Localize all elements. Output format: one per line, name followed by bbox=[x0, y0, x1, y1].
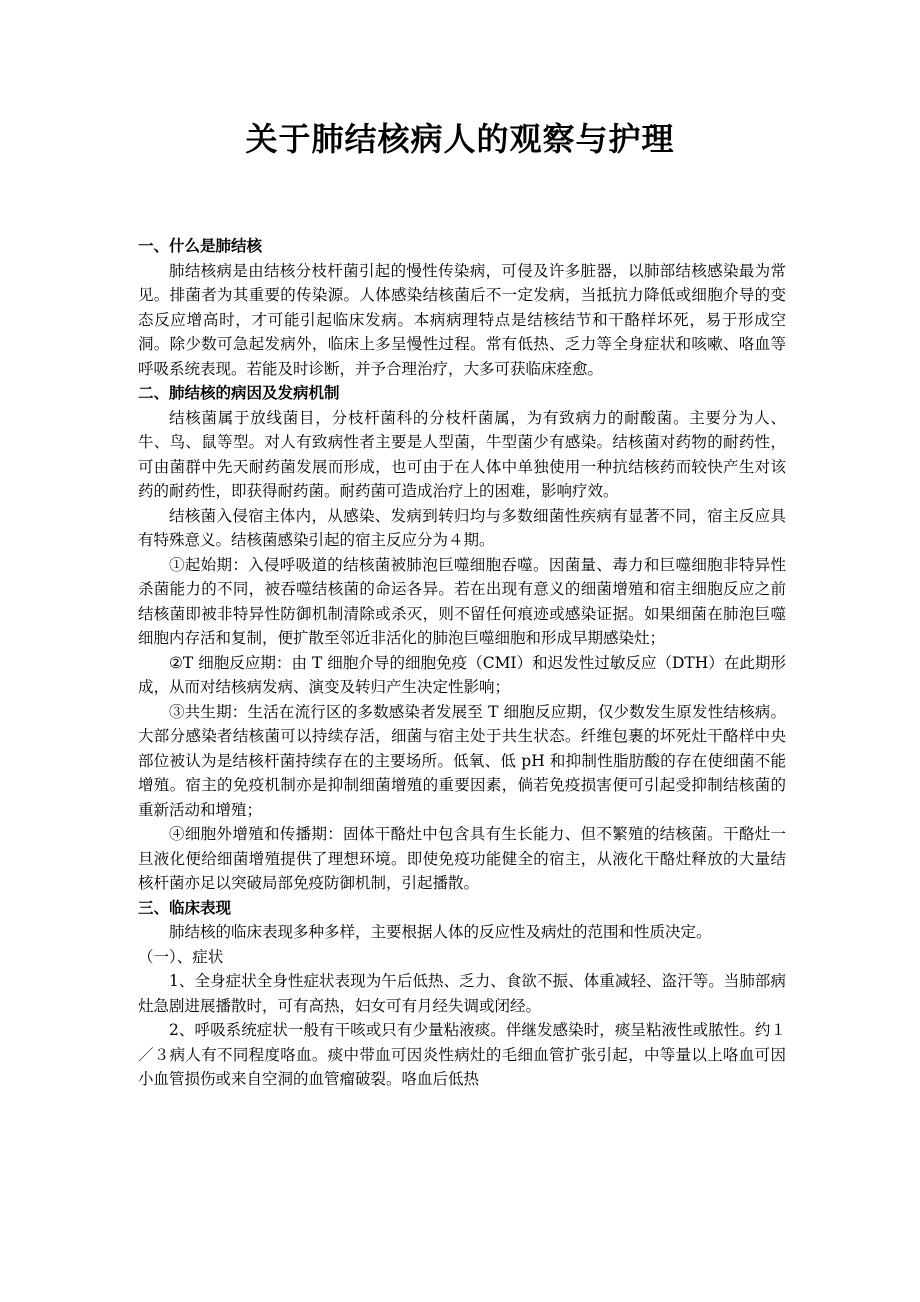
subsection-heading: （一）、症状 bbox=[138, 947, 224, 966]
paragraph: ①起始期：入侵呼吸道的结核菌被肺泡巨噬细胞吞噬。因菌量、毒力和巨噬细胞非特异性杀菌能力的不同，被吞噬结核菌的命运各异。若在出现有意义的细菌增殖和宿主细胞反应之前结核菌即被非特异性防御机制清除或杀灭，则不留任何痕迹或感染证据。如果细菌在肺泡巨噬细胞内存活和复制，便扩散至邻近非活化的肺泡巨噬细胞和形成早期感染灶； bbox=[138, 555, 786, 647]
paragraph: 2、呼吸系统症状一般有干咳或只有少量粘液痰。伴继发感染时，痰呈粘液性或脓性。约１／３病人有不同程度咯血。痰中带血可因炎性病灶的毛细血管扩张引起，中等量以上咯血可因小血管损伤或来自空洞的血管瘤破裂。咯血后低热 bbox=[138, 1021, 786, 1088]
section-heading-3: 三、临床表现 bbox=[138, 897, 232, 917]
paragraph: 结核菌入侵宿主体内，从感染、发病到转归均与多数细菌性疾病有显著不同，宿主反应具有特殊意义。结核菌感染引起的宿主反应分为４期。 bbox=[138, 506, 786, 549]
paragraph: 结核菌属于放线菌目，分枝杆菌科的分枝杆菌属，为有致病力的耐酸菌。主要分为人、牛、鸟、鼠等型。对人有致病性者主要是人型菌，牛型菌少有感染。结核菌对药物的耐药性，可由菌群中先天耐药菌发展而形成，也可由于在人体中单独使用一种抗结核药而较快产生对该药的耐药性，即获得耐药菌。耐药菌可造成治疗上的困难，影响疗效。 bbox=[138, 408, 786, 500]
paragraph: ③共生期：生活在流行区的多数感染者发展至 T 细胞反应期，仅少数发生原发性结核病。大部分感染者结核菌可以持续存活，细菌与宿主处于共生状态。纤维包裹的坏死灶干酪样中央部位被认为是结核杆菌持续存在的主要场所。低氧、低 pH 和抑制性脂肪酸的存在使细菌不能增殖。宿主的免疫机制亦是抑制细菌增殖的重要因素，倘若免疫损害便可引起受抑制结核菌的重新活动和增殖； bbox=[138, 702, 786, 819]
paragraph: 肺结核的临床表现多种多样，主要根据人体的反应性及病灶的范围和性质决定。 bbox=[169, 923, 712, 941]
document-title: 关于肺结核病人的观察与护理 bbox=[245, 120, 675, 158]
paragraph: 1、全身症状全身性症状表现为午后低热、乏力、食欲不振、体重减轻、盗汗等。当肺部病灶急剧进展播散时，可有高热，妇女可有月经失调或闭经。 bbox=[138, 972, 786, 1015]
paragraph: ②T 细胞反应期：由 T 细胞介导的细胞免疫（CMI）和迟发性过敏反应（DTH）在此期形成，从而对结核病发病、演变及转归产生决定性影响； bbox=[138, 653, 786, 696]
paragraph: 肺结核病是由结核分枝杆菌引起的慢性传染病，可侵及许多脏器，以肺部结核感染最为常见。排菌者为其重要的传染源。人体感染结核菌后不一定发病，当抵抗力降低或细胞介导的变态反应增高时，才可能引起临床发病。本病病理特点是结核结节和干酪样坏死，易于形成空洞。除少数可急起发病外，临床上多呈慢性过程。常有低热、乏力等全身症状和咳嗽、咯血等呼吸系统表现。若能及时诊断，并予合理治疗，大多可获临床痊愈。 bbox=[138, 261, 786, 378]
paragraph: ④细胞外增殖和传播期：固体干酪灶中包含具有生长能力、但不繁殖的结核菌。干酪灶一旦液化便给细菌增殖提供了理想环境。即使免疫功能健全的宿主，从液化干酪灶释放的大量结核杆菌亦足以突破局部免疫防御机制，引起播散。 bbox=[138, 825, 786, 892]
document-body bbox=[138, 234, 786, 1092]
section-heading-2: 二、肺结核的病因及发病机制 bbox=[138, 383, 340, 402]
section-heading-1: 一、什么是肺结核 bbox=[138, 236, 263, 255]
